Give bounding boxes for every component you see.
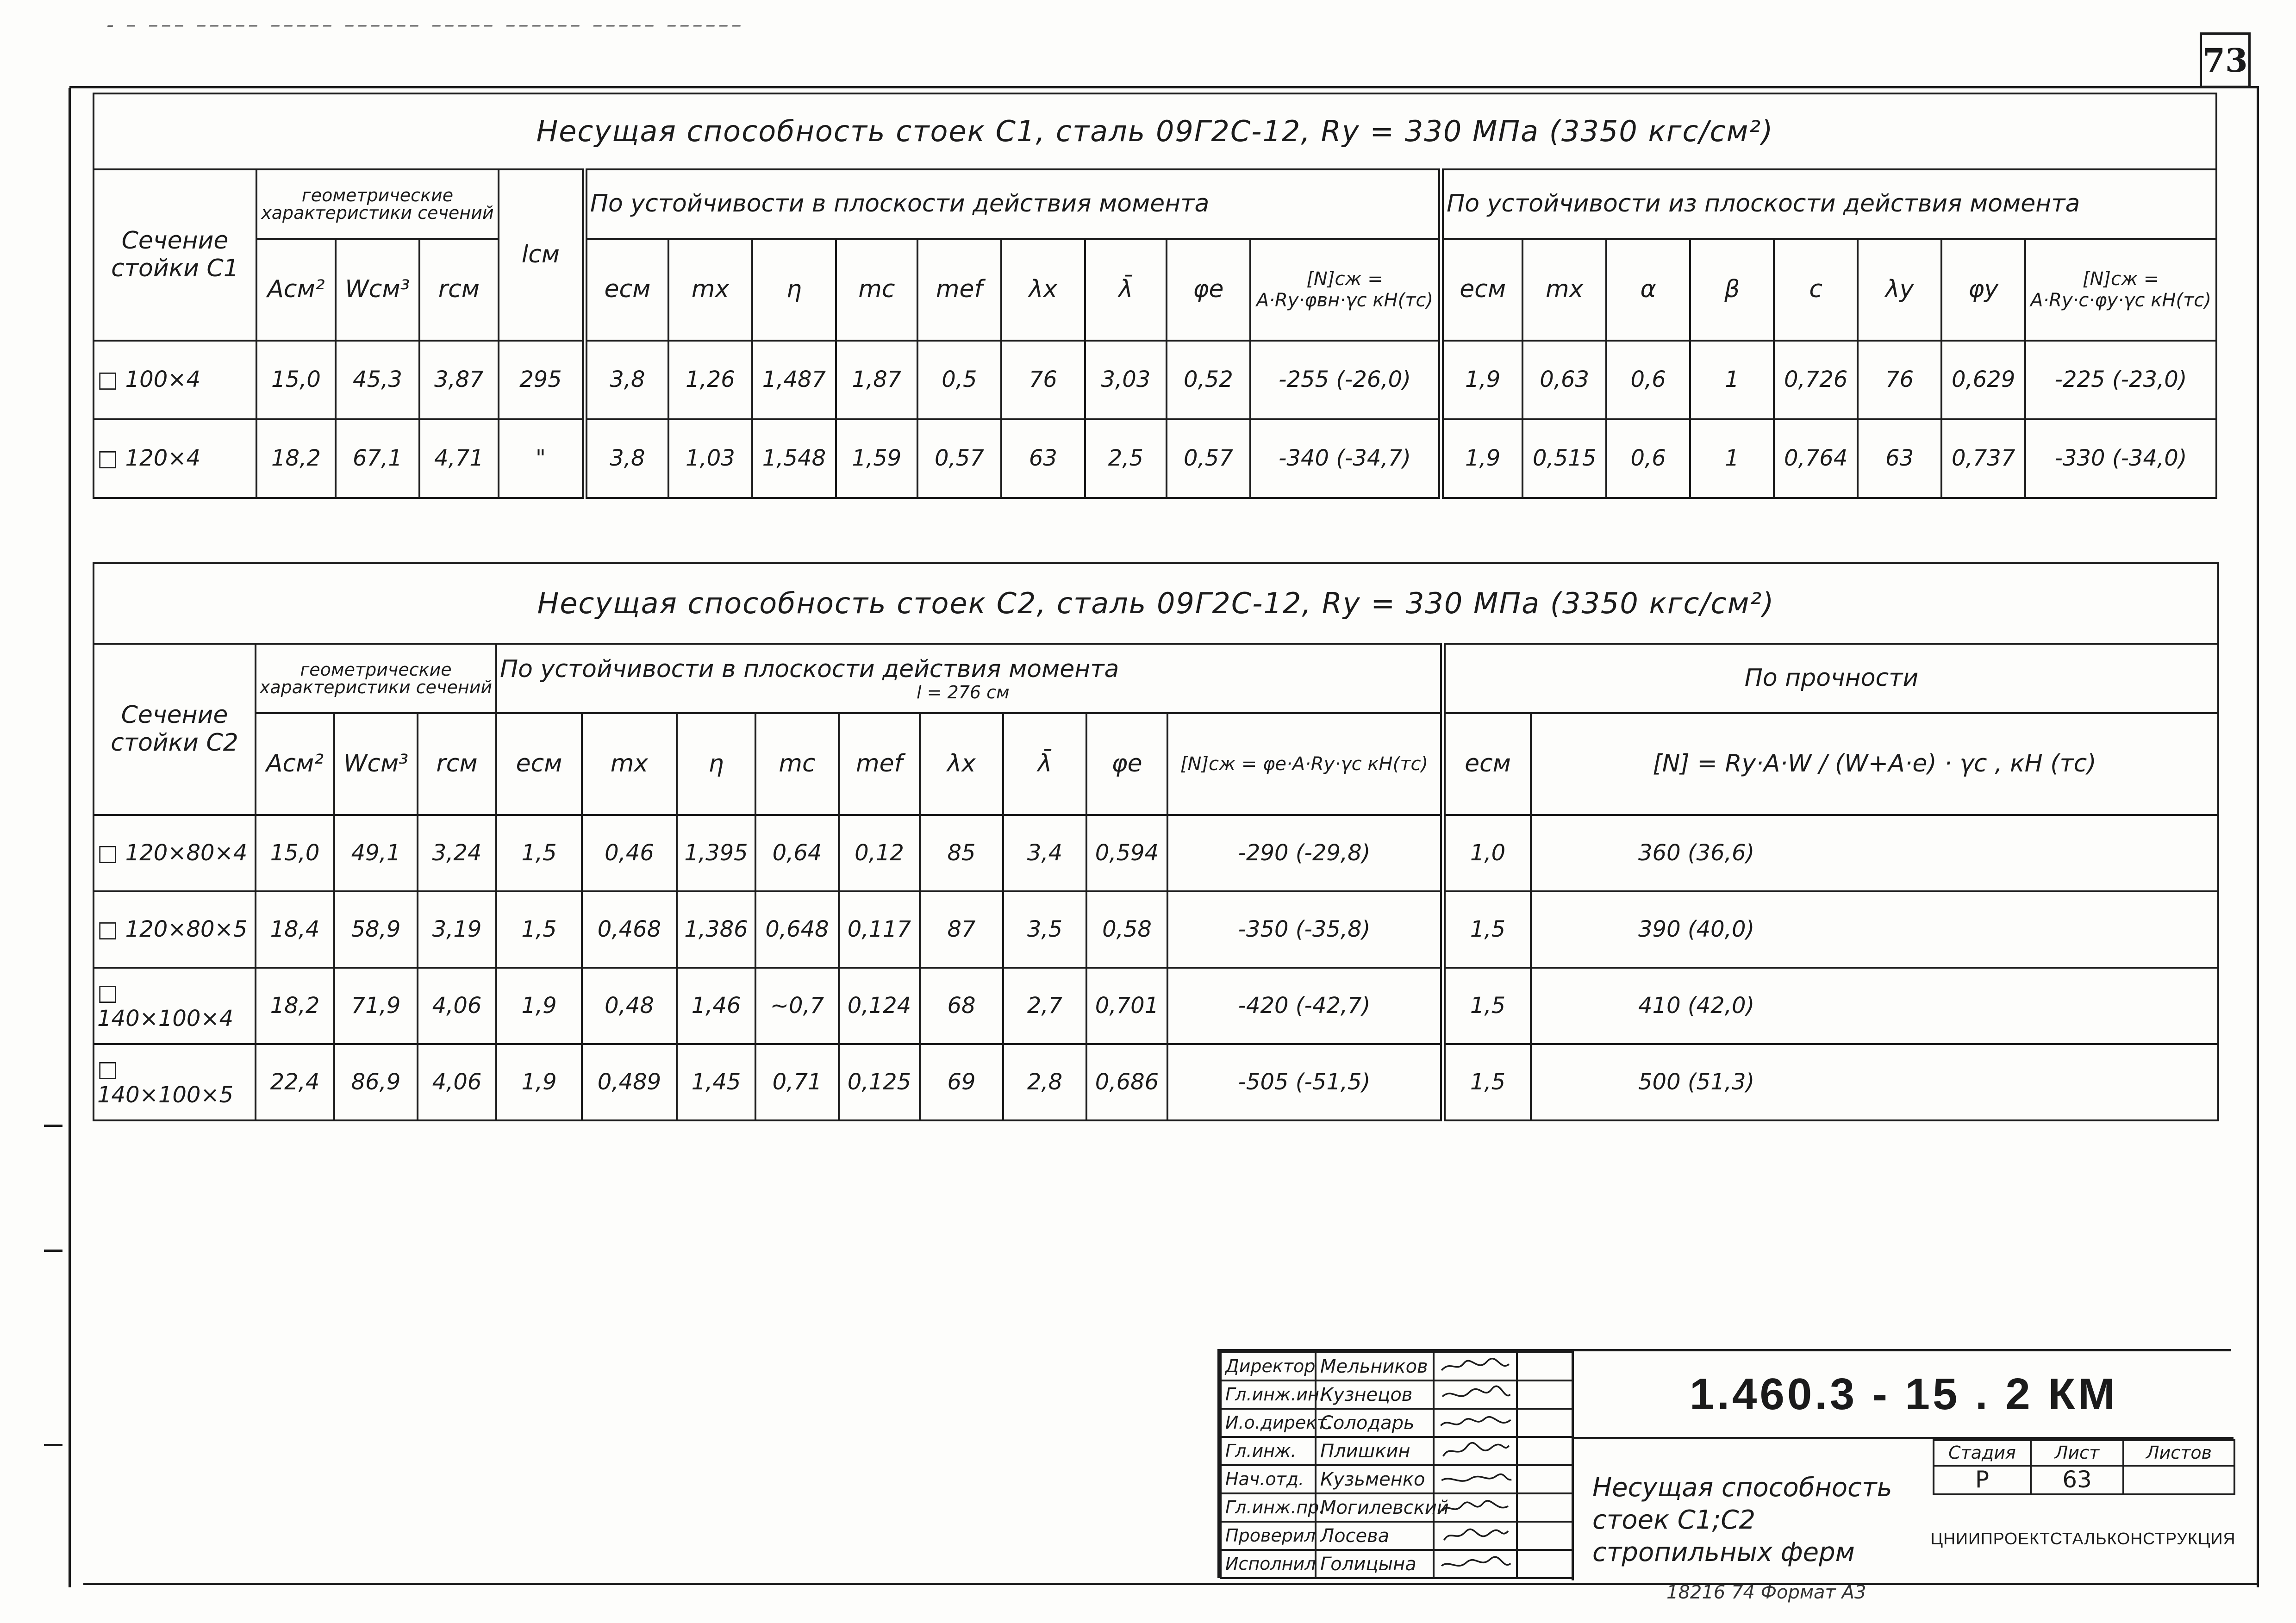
table1-section-header: Сечение стойки С1 <box>94 169 256 341</box>
signatory-row <box>1221 1380 1572 1409</box>
signature <box>1434 1437 1517 1465</box>
row-eta: 1,395 <box>677 815 755 891</box>
row-r: 4,06 <box>418 968 496 1044</box>
table2-str-formula: [N] = Ry·A·W / (W+A·e) · γc , кН (тс) <box>1531 713 2218 815</box>
row-e: 1,9 <box>496 968 582 1044</box>
row-A: 15,0 <box>256 341 336 419</box>
signatory-role: Нач.отд. <box>1221 1465 1316 1493</box>
row-eta: 1,548 <box>752 419 836 498</box>
row-lx: 69 <box>920 1044 1003 1120</box>
signature-date <box>1517 1409 1572 1437</box>
row-W: 45,3 <box>336 341 419 419</box>
table2-in-col: mx <box>582 713 677 815</box>
row-e2: 1,5 <box>1443 968 1531 1044</box>
table1-out-col: c <box>1774 239 1858 341</box>
row-phie: 0,52 <box>1167 341 1250 419</box>
sheet-value: 63 <box>2031 1466 2123 1494</box>
corner-number-box <box>2200 32 2251 88</box>
row-A: 18,2 <box>256 968 334 1044</box>
signatory-name: Солодарь <box>1316 1409 1434 1437</box>
row-lbar: 3,4 <box>1003 815 1086 891</box>
table1-in-col: eсм <box>585 239 668 341</box>
row-e: 1,5 <box>496 891 582 968</box>
row-e2: 1,9 <box>1441 341 1522 419</box>
row-phie: 0,58 <box>1086 891 1167 968</box>
row-alpha: 0,6 <box>1606 419 1690 498</box>
row-section: □ 120×80×5 <box>94 891 256 968</box>
row-eta: 1,45 <box>677 1044 755 1120</box>
table2-section-header: Сечение стойки С2 <box>94 644 256 815</box>
signatory-row <box>1221 1409 1572 1437</box>
table-row <box>94 891 2218 968</box>
row-mx: 0,46 <box>582 815 677 891</box>
row-section: □ 120×80×4 <box>94 815 256 891</box>
row-mef: 0,5 <box>917 341 1001 419</box>
table2-geom-header: геометрические характеристики сечений <box>256 644 496 713</box>
row-mef: 0,117 <box>839 891 920 968</box>
row-eta: 1,46 <box>677 968 755 1044</box>
table2-in-col: η <box>677 713 755 815</box>
table1-in-formula: [N]сж = A·Ry·φвн·γc кН(тс) <box>1250 239 1441 341</box>
row-mc: 1,59 <box>836 419 917 498</box>
table2-col-W: Wсм³ <box>334 713 418 815</box>
table2-in-formula: [N]сж = φe·A·Ry·γc кН(тс) <box>1167 713 1443 815</box>
table1-outplane-header: По устойчивости из плоскости действия момента <box>1441 169 2216 239</box>
row-N-out: -330 (-34,0) <box>2025 419 2216 498</box>
row-eta: 1,386 <box>677 891 755 968</box>
signatory-name: Могилевский <box>1316 1493 1434 1522</box>
signatory-row <box>1221 1493 1572 1522</box>
row-phiy: 0,737 <box>1941 419 2025 498</box>
sheet-number-corner: 73 <box>2202 41 2248 80</box>
row-A: 15,0 <box>256 815 334 891</box>
row-N-in: -420 (-42,7) <box>1167 968 1443 1044</box>
row-W: 49,1 <box>334 815 418 891</box>
row-mc: ~0,7 <box>755 968 839 1044</box>
signatory-row <box>1221 1352 1572 1380</box>
row-mx: 1,03 <box>668 419 752 498</box>
table-row <box>94 968 2218 1044</box>
row-N-in: -255 (-26,0) <box>1250 341 1441 419</box>
signatory-name: Голицына <box>1316 1550 1434 1578</box>
signature-date <box>1517 1493 1572 1522</box>
row-N-in: -340 (-34,7) <box>1250 419 1441 498</box>
table1-out-col: eсм <box>1441 239 1522 341</box>
margin-tick <box>44 1125 62 1127</box>
table1-out-col: λy <box>1858 239 1941 341</box>
frame-left-line <box>69 88 71 1587</box>
sheet-title: Несущая способность стоек С1;С2 стропильных ферм <box>1592 1473 1892 1567</box>
table1-col-A: Aсм² <box>256 239 336 341</box>
table1-col-W: Wсм³ <box>336 239 419 341</box>
stage-value: Р <box>1934 1466 2031 1494</box>
table2-str-col-e: eсм <box>1443 713 1531 815</box>
signatory-name: Кузьменко <box>1316 1465 1434 1493</box>
row-mc: 0,71 <box>755 1044 839 1120</box>
row-N-in: -290 (-29,8) <box>1167 815 1443 891</box>
signature <box>1434 1465 1517 1493</box>
row-N-str: 410 (42,0) <box>1531 968 2218 1044</box>
row-r: 4,71 <box>419 419 499 498</box>
table1-col-l: lсм <box>499 169 585 341</box>
row-N-out: -225 (-23,0) <box>2025 341 2216 419</box>
row-e: 3,8 <box>585 341 668 419</box>
signature-date <box>1517 1522 1572 1550</box>
row-mef: 0,124 <box>839 968 920 1044</box>
row-e: 3,8 <box>585 419 668 498</box>
row-l: 295 <box>499 341 585 419</box>
signatory-row <box>1221 1465 1572 1493</box>
signatory-role: Гл.инж.пр. <box>1221 1493 1316 1522</box>
row-lbar: 3,03 <box>1085 341 1167 419</box>
margin-tick <box>44 1444 62 1446</box>
table2-col-r: rсм <box>418 713 496 815</box>
row-W: 71,9 <box>334 968 418 1044</box>
table1-out-col: mx <box>1522 239 1606 341</box>
signatory-role: И.о.директ. <box>1221 1409 1316 1437</box>
row-W: 67,1 <box>336 419 419 498</box>
row-N-in: -350 (-35,8) <box>1167 891 1443 968</box>
table1-out-col: α <box>1606 239 1690 341</box>
table2-in-col: λ̄ <box>1003 713 1086 815</box>
row-r: 3,24 <box>418 815 496 891</box>
row-c: 0,726 <box>1774 341 1858 419</box>
signatory-name: Плишкин <box>1316 1437 1434 1465</box>
signature-date <box>1517 1437 1572 1465</box>
signature-date <box>1517 1380 1572 1409</box>
row-N-str: 500 (51,3) <box>1531 1044 2218 1120</box>
frame-right-line <box>2257 88 2259 1587</box>
signatories-table <box>1220 1351 1573 1579</box>
table-row <box>94 815 2218 891</box>
row-phie: 0,57 <box>1167 419 1250 498</box>
stage-table <box>1933 1439 2235 1495</box>
table1-out-col: φy <box>1941 239 2025 341</box>
row-lx: 63 <box>1001 419 1085 498</box>
signatory-role: Гл.инж.ин. <box>1221 1380 1316 1409</box>
row-section: □ 120×4 <box>94 419 256 498</box>
signature <box>1434 1550 1517 1578</box>
table2-in-col: φe <box>1086 713 1167 815</box>
row-section: □ 100×4 <box>94 341 256 419</box>
table2-inplane-header-cell <box>496 644 1443 713</box>
row-r: 3,87 <box>419 341 499 419</box>
row-lx: 68 <box>920 968 1003 1044</box>
table-row <box>94 1044 2218 1120</box>
frame-top-line <box>69 86 2259 88</box>
row-phie: 0,686 <box>1086 1044 1167 1120</box>
signatory-role: Директор <box>1221 1352 1316 1380</box>
row-mx2: 0,515 <box>1522 419 1606 498</box>
sheets-value <box>2123 1466 2234 1494</box>
sheet-title-cell <box>1572 1439 1933 1580</box>
organization-cell <box>1930 1509 2236 1569</box>
doc-code-cell <box>1572 1351 2234 1439</box>
table1-in-col: λx <box>1001 239 1085 341</box>
row-e: 1,9 <box>496 1044 582 1120</box>
signature-date <box>1517 1465 1572 1493</box>
organization: ЦНИИПРОЕКТСТАЛЬКОНСТРУКЦИЯ <box>1930 1529 2236 1548</box>
row-phiy: 0,629 <box>1941 341 2025 419</box>
row-section: □ 140×100×5 <box>94 1044 256 1120</box>
row-phie: 0,594 <box>1086 815 1167 891</box>
table1-in-col: mc <box>836 239 917 341</box>
signatory-row <box>1221 1437 1572 1465</box>
row-N-in: -505 (-51,5) <box>1167 1044 1443 1120</box>
signature-date <box>1517 1352 1572 1380</box>
row-A: 18,2 <box>256 419 336 498</box>
row-ly: 63 <box>1858 419 1941 498</box>
doc-code: 1.460.3 - 15 . 2 КМ <box>1689 1369 2118 1419</box>
stage-label: Стадия <box>1934 1440 2031 1466</box>
table2-in-col: mc <box>755 713 839 815</box>
table2-inplane-header: По устойчивости в плоскости действия момента <box>500 655 1119 684</box>
table2-in-col: eсм <box>496 713 582 815</box>
signatory-name: Кузнецов <box>1316 1380 1434 1409</box>
row-mc: 0,64 <box>755 815 839 891</box>
row-eta: 1,487 <box>752 341 836 419</box>
signatory-name: Мельников <box>1316 1352 1434 1380</box>
row-mx: 1,26 <box>668 341 752 419</box>
row-lbar: 3,5 <box>1003 891 1086 968</box>
row-N-str: 390 (40,0) <box>1531 891 2218 968</box>
table2-strength-header: По прочности <box>1443 644 2218 713</box>
row-mc: 1,87 <box>836 341 917 419</box>
row-lbar: 2,8 <box>1003 1044 1086 1120</box>
table2-col-A: Aсм² <box>256 713 334 815</box>
table2-in-col: λx <box>920 713 1003 815</box>
row-alpha: 0,6 <box>1606 341 1690 419</box>
row-lbar: 2,5 <box>1085 419 1167 498</box>
frame-bottom-line <box>83 1583 2259 1585</box>
capacity-table-c1 <box>93 93 2217 499</box>
row-beta: 1 <box>1690 419 1774 498</box>
table-row <box>94 419 2216 498</box>
row-e2: 1,5 <box>1443 891 1531 968</box>
row-lx: 85 <box>920 815 1003 891</box>
table1-in-col: η <box>752 239 836 341</box>
capacity-table-c2 <box>93 562 2219 1121</box>
signatory-role: Гл.инж. <box>1221 1437 1316 1465</box>
table1-in-col: mx <box>668 239 752 341</box>
row-e: 1,5 <box>496 815 582 891</box>
row-ly: 76 <box>1858 341 1941 419</box>
row-mx: 0,468 <box>582 891 677 968</box>
row-lbar: 2,7 <box>1003 968 1086 1044</box>
row-mx2: 0,63 <box>1522 341 1606 419</box>
row-e2: 1,5 <box>1443 1044 1531 1120</box>
table2-in-col: mef <box>839 713 920 815</box>
table1-in-col: λ̄ <box>1085 239 1167 341</box>
row-mx: 0,489 <box>582 1044 677 1120</box>
margin-tick <box>44 1250 62 1252</box>
signatory-name: Лосева <box>1316 1522 1434 1550</box>
table1-out-formula: [N]сж = A·Ry·c·φy·γc кН(тс) <box>2025 239 2216 341</box>
table-row <box>94 341 2216 419</box>
row-phie: 0,701 <box>1086 968 1167 1044</box>
sheet-label: Лист <box>2031 1440 2123 1466</box>
sheets-label: Листов <box>2123 1440 2234 1466</box>
signatory-role: Исполнил <box>1221 1550 1316 1578</box>
table2-title: Несущая способность стоек С2, сталь 09Г2С-12, Ry = 330 МПа (3350 кгс/см²) <box>94 563 2218 644</box>
row-l: " <box>499 419 585 498</box>
row-beta: 1 <box>1690 341 1774 419</box>
top-dash-line: - – ––– ––––– ––––– –––––– ––––– –––––– ––––– –––––– <box>106 13 744 37</box>
title-block <box>1217 1349 2236 1578</box>
row-W: 86,9 <box>334 1044 418 1120</box>
signature <box>1434 1522 1517 1550</box>
row-c: 0,764 <box>1774 419 1858 498</box>
row-e2: 1,0 <box>1443 815 1531 891</box>
table1-inplane-header: По устойчивости в плоскости действия момента <box>585 169 1441 239</box>
signature <box>1434 1380 1517 1409</box>
row-r: 4,06 <box>418 1044 496 1120</box>
row-mef: 0,12 <box>839 815 920 891</box>
row-mef: 0,57 <box>917 419 1001 498</box>
signatory-row <box>1221 1522 1572 1550</box>
table1-title: Несущая способность стоек С1, сталь 09Г2С-12, Ry = 330 МПа (3350 кгс/см²) <box>94 93 2216 169</box>
row-mef: 0,125 <box>839 1044 920 1120</box>
row-W: 58,9 <box>334 891 418 968</box>
table1-in-col: mef <box>917 239 1001 341</box>
table1-col-r: rсм <box>419 239 499 341</box>
row-mc: 0,648 <box>755 891 839 968</box>
table1-out-col: β <box>1690 239 1774 341</box>
row-N-str: 360 (36,6) <box>1531 815 2218 891</box>
bottom-cut-text: 18216 74 Формат А3 <box>1666 1582 1866 1603</box>
table1-in-col: φe <box>1167 239 1250 341</box>
signature <box>1434 1352 1517 1380</box>
signatory-role: Проверил <box>1221 1522 1316 1550</box>
row-mx: 0,48 <box>582 968 677 1044</box>
table1-geom-header: геометрические характеристики сечений <box>256 169 499 239</box>
row-lx: 76 <box>1001 341 1085 419</box>
row-e2: 1,9 <box>1441 419 1522 498</box>
row-A: 18,4 <box>256 891 334 968</box>
table2-inplane-sub: l = 276 см <box>917 682 1010 703</box>
row-lx: 87 <box>920 891 1003 968</box>
signature <box>1434 1409 1517 1437</box>
row-A: 22,4 <box>256 1044 334 1120</box>
row-section: □ 140×100×4 <box>94 968 256 1044</box>
row-r: 3,19 <box>418 891 496 968</box>
signatory-row <box>1221 1550 1572 1578</box>
signature-date <box>1517 1550 1572 1578</box>
